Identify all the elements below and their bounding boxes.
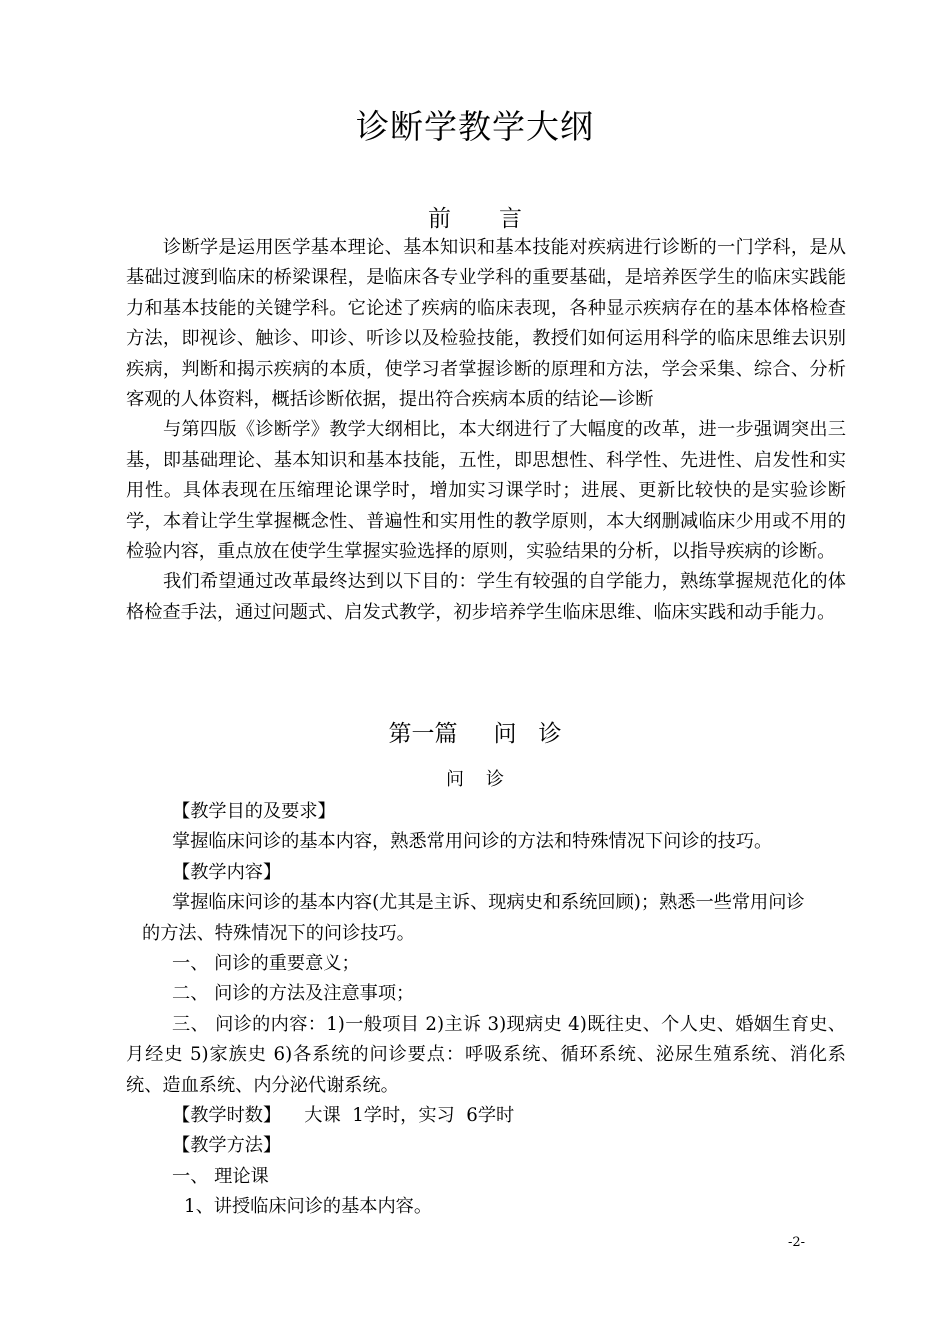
hours-label: 【教学时数】 [172, 1105, 282, 1127]
content-text-line-1: 掌握临床问诊的基本内容(尤其是主诉、现病史和系统回顾)；熟悉一些常用问诊 [172, 892, 805, 914]
preface-heading-char-2: 言 [499, 206, 522, 232]
method-item-1: 一、 理论课 [172, 1165, 269, 1187]
chapter-heading [0, 766, 950, 794]
chapter-heading-char-1: 问 [446, 769, 464, 790]
method-label: 【教学方法】 [172, 1135, 282, 1157]
page-number: -2- [788, 1235, 806, 1250]
chapter-body [126, 797, 846, 1223]
hours-text: 大课 1学时，实习 6学时 [281, 1105, 515, 1127]
preface-body [126, 233, 846, 628]
preface-paragraph-2: 与第四版《诊断学》教学大纲相比，本大纲进行了大幅度的改革，进一步强调突出三基，即基础理论、基本知识和基本技能，五性，即思想性、科学性、先进性、启发性和实用性。具体表现在压缩理论课学时，增加实习课学时；进展、更新比较快的是实验诊断学，本着让学生掌握概念性、普遍性和实用性的教学原则，本大纲删减临床少用或不用的检验内容，重点放在使学生掌握实验选择的原则，实验结果的分析，以指导疾病的诊断。 [126, 419, 846, 563]
chapter-heading-char-2: 诊 [486, 769, 504, 790]
preface-paragraph-3: 我们希望通过改革最终达到以下目的：学生有较强的自学能力，熟练掌握规范化的体格检查手法，通过问题式、启发式教学，初步培养学生临床思维、临床实践和动手能力。 [126, 571, 846, 623]
content-item-1: 一、 问诊的重要意义； [172, 953, 360, 975]
content-text-line-2: 的方法、特殊情况下的问诊技巧。 [142, 922, 415, 944]
part-heading-char-1: 问 [493, 721, 517, 747]
preface-paragraph-1: 诊断学是运用医学基本理论、基本知识和基本技能对疾病进行诊断的一门学科，是从基础过渡到临床的桥梁课程，是临床各专业学科的重要基础，是培养医学生的临床实践能力和基本技能的关键学科。它论述了疾病的临床表现，各种显示疾病存在的基本体格检查方法，即视诊、触诊、叩诊、听诊以及检验技能，教授们如何运用科学的临床思维去识别疾病，判断和揭示疾病的本质，使学习者掌握诊断的原理和方法，学会采集、综合、分析客观的人体资料，概括诊断依据，提出符合疾病本质的结论—诊断 [126, 237, 846, 411]
document-title: 诊断学教学大纲 [356, 107, 594, 146]
goal-label: 【教学目的及要求】 [172, 801, 336, 822]
part-heading [0, 718, 950, 750]
part-heading-label: 第一篇 [388, 721, 458, 747]
content-item-3: 三、 问诊的内容：1)一般项目 2)主诉 3)现病史 4)既往史、个人史、婚姻生育史、月经史 5)家族史 6)各系统的问诊要点：呼吸系统、循环系统、泌尿生殖系统、消化系统、造血系统、内分泌代谢系统。 [126, 1013, 846, 1096]
part-heading-char-2: 诊 [538, 721, 562, 747]
goal-text: 掌握临床问诊的基本内容，熟悉常用问诊的方法和特殊情况下问诊的技巧。 [172, 831, 773, 853]
hours-line [126, 1101, 846, 1131]
content-label: 【教学内容】 [172, 861, 282, 883]
method-subitem-1: 1、讲授临床问诊的基本内容。 [184, 1196, 433, 1218]
preface-heading [0, 203, 950, 235]
preface-heading-char-1: 前 [428, 206, 451, 232]
content-item-2: 二、 问诊的方法及注意事项； [172, 983, 415, 1005]
